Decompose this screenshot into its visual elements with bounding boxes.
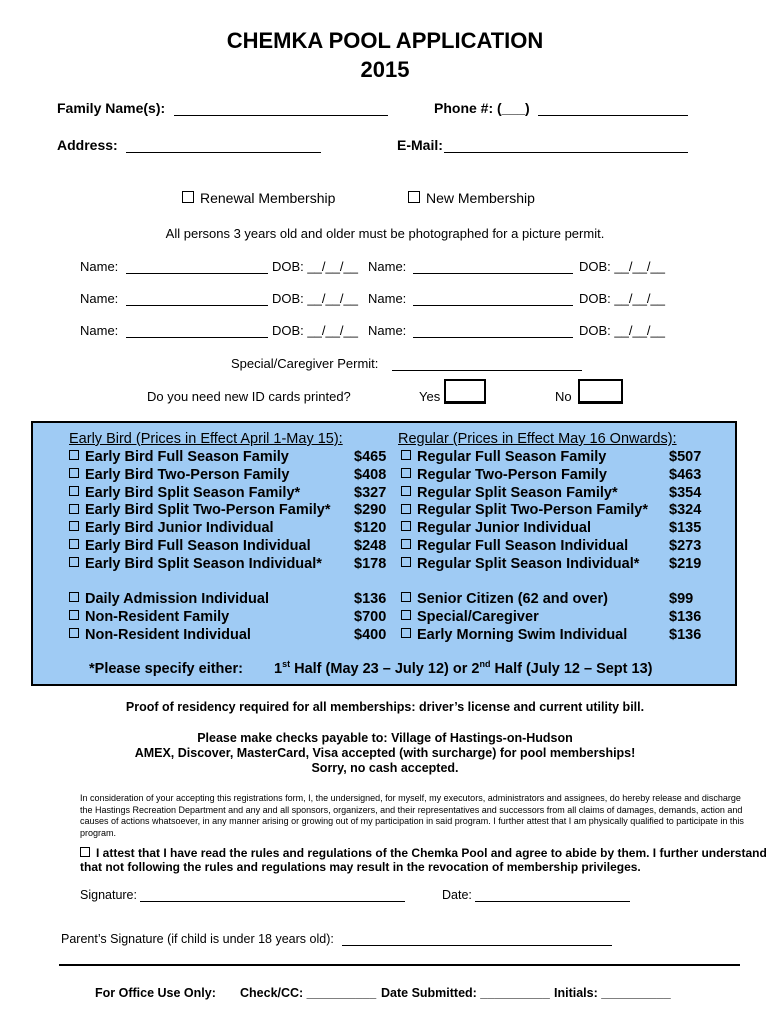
first-half-text: Half (May 23 – July 12) or — [290, 660, 472, 677]
price-option-text: Regular Full Season Individual — [417, 538, 629, 554]
photo-note: All persons 3 years old and older must be photographed for a picture permit. — [165, 226, 605, 241]
price-option-text: Non-Resident Family — [85, 608, 230, 625]
price-value: $507 — [669, 449, 702, 465]
new-membership-label: New Membership — [426, 190, 535, 206]
price-option-label — [69, 502, 330, 518]
name-field[interactable] — [413, 323, 573, 338]
price-option-label — [69, 627, 251, 643]
price-value: $324 — [669, 502, 702, 519]
dob-field[interactable]: DOB: __/__/__ — [272, 323, 358, 338]
payment-line-3: Sorry, no cash accepted. — [311, 761, 459, 775]
price-option-text: Early Bird Junior Individual — [85, 520, 274, 537]
price-value: $400 — [354, 626, 387, 643]
first-half-sup: st — [282, 659, 291, 669]
residency-note: Proof of residency required for all memberships: driver’s license and current utility bill. — [125, 700, 645, 714]
office-check-field[interactable]: Check/CC: __________ — [240, 986, 377, 1000]
early-bird-heading: Early Bird (Prices in Effect April 1-May 15): — [69, 431, 343, 447]
price-value: $136 — [669, 608, 702, 625]
price-option-label — [69, 467, 289, 483]
checkbox-icon[interactable] — [401, 539, 411, 549]
price-value: $408 — [354, 466, 387, 483]
price-option-label — [69, 609, 229, 625]
payment-line-2: AMEX, Discover, MasterCard, Visa accepted (with surcharge) for pool memberships! — [134, 746, 636, 760]
price-option-text: Regular Full Season Family — [417, 449, 607, 465]
date-label: Date: — [442, 888, 472, 902]
price-value: $327 — [354, 484, 387, 501]
price-panel — [31, 421, 737, 686]
checkbox-icon[interactable] — [69, 486, 79, 496]
checkbox-icon[interactable] — [69, 450, 79, 460]
parent-signature-field[interactable] — [342, 932, 612, 946]
price-value: $290 — [354, 502, 387, 519]
price-option-label — [401, 556, 639, 572]
price-option-text: Special/Caregiver — [417, 608, 539, 625]
second-half-number: 2 — [471, 660, 480, 677]
price-option-text: Early Morning Swim Individual — [417, 626, 628, 643]
signature-label: Signature: — [80, 888, 137, 902]
name-label: Name: — [80, 259, 119, 274]
price-option-label — [401, 467, 607, 483]
price-option-text: Early Bird Two-Person Family — [85, 466, 290, 483]
address-field[interactable] — [126, 137, 321, 153]
id-yes-label: Yes — [419, 389, 441, 404]
date-field[interactable] — [475, 888, 630, 902]
name-field[interactable] — [126, 291, 268, 306]
price-option-text: Regular Split Two-Person Family* — [417, 502, 648, 519]
attest-line-2: that not following the rules and regulations may result in the revocation of membership privileges. — [80, 860, 641, 874]
checkbox-icon[interactable] — [69, 592, 79, 602]
price-option-label — [401, 520, 591, 536]
renewal-membership-label: Renewal Membership — [200, 190, 336, 206]
checkbox-icon[interactable] — [401, 557, 411, 567]
dob-field[interactable]: DOB: __/__/__ — [272, 259, 358, 274]
checkbox-icon[interactable] — [401, 486, 411, 496]
price-option-text: Regular Two-Person Family — [417, 466, 607, 483]
price-option-label — [69, 538, 311, 554]
price-option-text: Regular Junior Individual — [417, 520, 592, 537]
checkbox-icon[interactable] — [401, 628, 411, 638]
attest-line-1 — [80, 846, 767, 860]
checkbox-icon[interactable] — [401, 610, 411, 620]
price-option-label — [69, 485, 300, 501]
id-no-label: No — [555, 389, 572, 404]
caregiver-permit-field[interactable] — [392, 356, 582, 371]
price-value: $273 — [669, 538, 702, 554]
price-value: $136 — [669, 626, 702, 643]
name-field[interactable] — [413, 291, 573, 306]
price-option-label — [401, 627, 627, 643]
signature-field[interactable] — [140, 888, 405, 902]
price-option-label — [69, 520, 274, 536]
email-field[interactable] — [444, 137, 688, 153]
checkbox-icon[interactable] — [69, 557, 79, 567]
name-label: Name: — [368, 323, 407, 338]
id-no-box[interactable] — [578, 379, 623, 404]
attest-text-1: I attest that I have read the rules and regulations of the Chemka Pool and agree to abide by them. I further understand — [96, 846, 767, 860]
price-option-label — [401, 502, 648, 518]
family-name-label: Family Name(s): — [57, 100, 166, 116]
price-option-label — [401, 485, 618, 501]
price-option-label — [401, 609, 539, 625]
price-option-text: Regular Split Season Family* — [417, 484, 618, 501]
dob-field[interactable]: DOB: __/__/__ — [579, 291, 665, 306]
parent-signature-label: Parent’s Signature (if child is under 18 years old): — [61, 932, 334, 946]
checkbox-icon[interactable] — [69, 468, 79, 478]
checkbox-icon[interactable] — [69, 628, 79, 638]
address-label: Address: — [57, 137, 118, 153]
price-value: $120 — [354, 520, 387, 537]
price-option-label — [69, 449, 289, 465]
price-value: $248 — [354, 538, 387, 554]
checkbox-icon[interactable] — [69, 539, 79, 549]
dob-field[interactable]: DOB: __/__/__ — [272, 291, 358, 306]
phone-label: Phone #: (___) — [434, 100, 530, 116]
price-value: $99 — [669, 591, 694, 607]
price-value: $700 — [354, 608, 387, 625]
email-label: E-Mail: — [397, 137, 443, 153]
price-option-label — [69, 591, 269, 607]
price-option-label — [401, 449, 606, 465]
price-value: $354 — [669, 484, 702, 501]
checkbox-icon[interactable] — [69, 504, 79, 514]
office-divider — [59, 964, 740, 966]
price-option-text: Early Bird Split Two-Person Family* — [85, 502, 331, 519]
checkbox-icon[interactable] — [401, 521, 411, 531]
office-use-label: For Office Use Only: — [95, 986, 216, 1000]
price-option-label — [401, 591, 608, 607]
first-half-number: 1 — [274, 660, 283, 677]
price-option-text: Regular Split Season Individual* — [417, 555, 640, 572]
regular-heading: Regular (Prices in Effect May 16 Onwards): — [398, 431, 677, 447]
new-membership-option[interactable] — [408, 190, 535, 206]
name-field[interactable] — [413, 259, 573, 274]
dob-field[interactable]: DOB: __/__/__ — [579, 323, 665, 338]
price-value: $463 — [669, 466, 702, 483]
price-option-text: Early Bird Full Season Family — [85, 449, 289, 465]
price-option-text: Senior Citizen (62 and over) — [417, 591, 608, 607]
price-option-text: Early Bird Full Season Individual — [85, 538, 311, 554]
office-date-submitted-field[interactable]: Date Submitted: __________ — [381, 986, 550, 1000]
form-year: 2015 — [360, 57, 410, 82]
price-option-text: Non-Resident Individual — [85, 626, 251, 643]
name-label: Name: — [368, 259, 407, 274]
checkbox-icon[interactable] — [69, 610, 79, 620]
renewal-membership-option[interactable] — [182, 190, 335, 206]
payment-line-1: Please make checks payable to: Village of Hastings-on-Hudson — [197, 731, 573, 745]
form-title: CHEMKA POOL APPLICATION — [226, 28, 544, 53]
price-option-text: Early Bird Split Season Family* — [85, 484, 301, 501]
price-value: $135 — [669, 520, 702, 537]
caregiver-permit-label: Special/Caregiver Permit: — [231, 356, 379, 371]
name-field[interactable] — [126, 323, 268, 338]
specify-label: *Please specify either: — [89, 661, 243, 677]
name-label: Name: — [368, 291, 407, 306]
price-value: $465 — [354, 449, 387, 465]
price-value: $136 — [354, 591, 387, 607]
family-name-field[interactable] — [174, 100, 388, 116]
checkbox-icon[interactable] — [408, 191, 420, 203]
price-option-text: Early Bird Split Season Individual* — [85, 555, 322, 572]
checkbox-icon[interactable] — [182, 191, 194, 203]
second-half-text: Half (July 12 – Sept 13) — [490, 660, 653, 677]
id-yes-box[interactable] — [444, 379, 486, 404]
price-value: $219 — [669, 555, 702, 572]
half-options — [274, 659, 652, 677]
checkbox-icon[interactable] — [401, 468, 411, 478]
release-text: In consideration of your accepting this registrations form, I, the undersigned, for myself, my executors, administrators and assignees, do hereby release and discharge the Hastings Recreation Department and any and all sponsors, organizers, and their representatives and successors from all claims of damages, demands, action and causes of actions whatsoever, in any manner arising or growing out of my participation in said program. I further attest that I am physically qualified to participate in this program. — [80, 793, 744, 838]
id-cards-question: Do you need new ID cards printed? — [147, 389, 351, 404]
phone-field[interactable] — [538, 100, 688, 116]
checkbox-icon[interactable] — [69, 521, 79, 531]
office-initials-field[interactable]: Initials: __________ — [554, 986, 671, 1000]
name-label: Name: — [80, 291, 119, 306]
checkbox-icon[interactable] — [401, 450, 411, 460]
name-label: Name: — [80, 323, 119, 338]
price-value: $178 — [354, 555, 387, 572]
attest-checkbox-icon[interactable] — [80, 847, 90, 857]
price-option-label — [69, 556, 322, 572]
second-half-sup: nd — [479, 659, 491, 669]
checkbox-icon[interactable] — [401, 504, 411, 514]
name-field[interactable] — [126, 259, 268, 274]
dob-field[interactable]: DOB: __/__/__ — [579, 259, 665, 274]
price-option-text: Daily Admission Individual — [85, 591, 269, 607]
price-option-label — [401, 538, 628, 554]
checkbox-icon[interactable] — [401, 592, 411, 602]
